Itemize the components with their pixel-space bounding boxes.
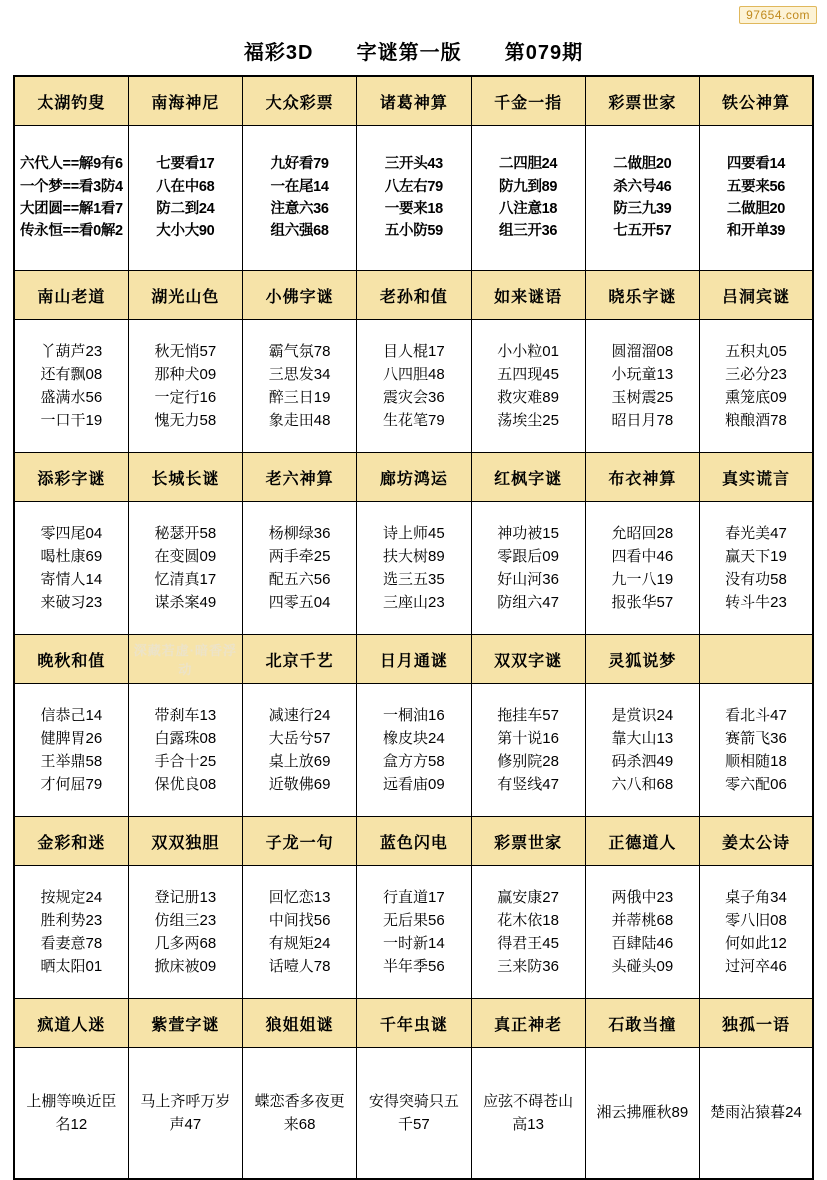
section-header-cell: 子龙一句 (243, 817, 357, 866)
riddle-line: 中间找56 (268, 911, 331, 929)
section-header-cell: 小佛字谜 (243, 271, 357, 320)
riddle-line: 醉三日19 (268, 389, 331, 406)
riddle-line: 寄情人14 (40, 571, 103, 588)
riddle-line: 春光美47 (725, 524, 787, 542)
section-header-cell: 千金一指 (471, 76, 585, 126)
riddle-line: 允昭回28 (611, 524, 674, 542)
riddle-line: 八在中68 (156, 178, 215, 195)
riddle-line: 是赏识24 (611, 706, 674, 724)
riddle-line: 防二到24 (156, 201, 215, 217)
riddle-line: 一定行16 (154, 389, 217, 406)
section-header-cell: 南山老道 (14, 271, 128, 320)
riddle-line: 带刹车13 (154, 706, 217, 724)
riddle-cell (585, 866, 699, 999)
riddle-line: 安得突骑只五千57 (368, 1092, 459, 1133)
riddle-line: 赢天下19 (725, 547, 787, 565)
section-header-row (14, 635, 813, 684)
riddle-line: 三开头43 (384, 156, 443, 173)
riddle-line: 六代人==解9有6 (19, 156, 123, 173)
riddle-cell (700, 502, 814, 635)
section-header-cell: 晓乐字谜 (585, 271, 699, 320)
riddle-line: 八注意18 (499, 201, 558, 217)
riddle-line: 愧无力58 (154, 412, 217, 430)
riddle-cell (357, 126, 471, 271)
section-header-row (14, 999, 813, 1048)
riddle-line: 话噎人78 (268, 958, 331, 976)
riddle-line: 谋杀案49 (154, 594, 217, 612)
riddle-cell (357, 866, 471, 999)
site-watermark: 97654.com (739, 6, 817, 24)
riddle-line: 杀六号46 (613, 178, 672, 195)
riddle-line: 七要看17 (156, 156, 215, 173)
riddle-line: 忆清真17 (154, 571, 217, 588)
riddle-line: 五积丸05 (725, 342, 787, 360)
riddle-line: 蝶恋香多夜更来68 (254, 1092, 345, 1133)
riddle-line: 还有飘08 (40, 365, 103, 383)
riddle-line: 橡皮块24 (383, 729, 445, 747)
riddle-line: 一要来18 (384, 201, 443, 217)
section-header-cell: 如来谜语 (471, 271, 585, 320)
riddle-line: 熏笼底09 (725, 389, 787, 406)
riddle-line: 传永恒==看0解2 (19, 223, 123, 240)
riddle-line: 零四尾04 (40, 524, 103, 542)
section-header-cell: 狼姐姐谜 (243, 999, 357, 1048)
section-header-cell: 晚秋和值 (14, 635, 128, 684)
section-header-cell: 老六神算 (243, 453, 357, 502)
riddle-line: 仿组三23 (154, 911, 217, 929)
riddle-line: 防组六47 (497, 594, 559, 612)
riddle-cell (700, 866, 814, 999)
riddle-line: 三必分23 (725, 365, 787, 383)
section-header-row (14, 76, 813, 126)
riddle-line: 防三九39 (613, 201, 672, 217)
riddle-line: 减速行24 (268, 706, 331, 724)
riddle-line: 保优良08 (154, 776, 217, 794)
riddle-cell (357, 502, 471, 635)
riddle-cell (585, 320, 699, 453)
riddle-cell (357, 320, 471, 453)
section-header-cell: 老孙和值 (357, 271, 471, 320)
riddle-line: 粮酿酒78 (725, 412, 787, 430)
riddle-line: 近敬佛69 (268, 776, 331, 794)
riddle-cell (14, 320, 128, 453)
riddle-line: 按规定24 (40, 888, 103, 906)
riddle-line: 六八和68 (611, 776, 674, 794)
riddle-cell (243, 684, 357, 817)
riddle-table (13, 75, 814, 1180)
riddle-line: 五小防59 (384, 223, 443, 240)
riddle-line: 几多两68 (154, 935, 217, 952)
section-header-cell: 长城长谜 (128, 453, 242, 502)
riddle-line: 没有功58 (725, 571, 787, 588)
riddle-cell (357, 684, 471, 817)
riddle-cell (585, 502, 699, 635)
section-header-cell: 灵狐说梦 (585, 635, 699, 684)
riddle-line: 丫葫芦23 (40, 342, 103, 360)
riddle-line: 注意六36 (270, 201, 329, 217)
section-header-cell: 独孤一语 (700, 999, 814, 1048)
riddle-line: 看妻意78 (40, 935, 103, 952)
riddle-line: 那种犬09 (154, 365, 217, 383)
riddle-line: 修别院28 (497, 753, 559, 770)
riddle-cell (585, 126, 699, 271)
riddle-line: 登记册13 (154, 888, 217, 906)
riddle-cell (243, 1048, 357, 1180)
riddle-line: 两手牵25 (268, 547, 331, 565)
riddle-cell (471, 320, 585, 453)
riddle-cell (128, 320, 242, 453)
section-header-row (14, 271, 813, 320)
riddle-cell (14, 684, 128, 817)
section-header-cell: 双双独胆 (128, 817, 242, 866)
riddle-line: 赛箭飞36 (725, 729, 787, 747)
riddle-line: 荡埃尘25 (497, 412, 559, 430)
riddle-cell (14, 1048, 128, 1180)
riddle-line: 半年季56 (383, 958, 445, 976)
riddle-line: 应弦不碍苍山高13 (483, 1092, 574, 1133)
section-header-cell: 蓝色闪电 (357, 817, 471, 866)
riddle-line: 四要看14 (726, 156, 786, 173)
riddle-line: 并蒂桃68 (611, 911, 674, 929)
section-header-cell: 正德道人 (585, 817, 699, 866)
section-header-cell: 真正神老 (471, 999, 585, 1048)
riddle-cell (128, 684, 242, 817)
section-header-cell: 日月通谜 (357, 635, 471, 684)
riddle-line: 象走田48 (268, 412, 331, 430)
page-title-issue: 第079期 (504, 42, 584, 64)
section-header-cell: 疯道人迷 (14, 999, 128, 1048)
section-header-cell: 北京千艺 (243, 635, 357, 684)
riddle-line: 过河卒46 (725, 958, 787, 976)
riddle-line: 看北斗47 (725, 706, 787, 724)
page-title-edition: 字谜第一版 (356, 42, 462, 64)
riddle-line: 八左右79 (384, 178, 443, 195)
riddle-line: 配五六56 (268, 571, 331, 588)
riddle-line: 一桐油16 (383, 706, 445, 724)
riddle-line: 桌上放69 (268, 753, 331, 770)
riddle-line: 百肆陆46 (611, 935, 674, 952)
riddle-line: 在变圆09 (154, 547, 217, 565)
riddle-line: 神功被15 (497, 524, 559, 542)
riddle-line: 昭日月78 (611, 412, 674, 430)
riddle-line: 霸气氛78 (268, 342, 331, 360)
riddle-row (14, 126, 813, 271)
section-header-cell (128, 635, 242, 684)
riddle-line: 零六配06 (725, 776, 787, 794)
riddle-line: 三来防36 (497, 958, 559, 976)
section-header-cell: 廊坊鸿运 (357, 453, 471, 502)
riddle-line: 掀床被09 (154, 958, 217, 976)
section-header-cell: 红枫字谜 (471, 453, 585, 502)
riddle-line: 秋无悄57 (154, 342, 217, 360)
riddle-line: 晒太阳01 (40, 958, 103, 976)
riddle-line: 喝杜康69 (40, 547, 103, 565)
riddle-line: 头碰头09 (611, 958, 674, 976)
riddle-line: 四看中46 (611, 547, 674, 565)
riddle-line: 行直道17 (383, 888, 445, 906)
riddle-cell (471, 684, 585, 817)
riddle-row (14, 502, 813, 635)
riddle-line: 信恭己14 (40, 706, 103, 724)
riddle-line: 一个梦==看3防4 (19, 178, 123, 195)
section-header-cell: 布衣神算 (585, 453, 699, 502)
riddle-line: 扶大树89 (383, 547, 445, 565)
riddle-line: 大小大90 (156, 223, 215, 240)
riddle-line: 防九到89 (499, 178, 558, 195)
riddle-line: 两俄中23 (611, 888, 674, 906)
riddle-cell (243, 502, 357, 635)
riddle-line: 一在尾14 (270, 178, 329, 195)
riddle-line: 小小粒01 (497, 342, 559, 360)
riddle-line: 二四胆24 (499, 156, 558, 173)
riddle-line: 和开单39 (726, 223, 786, 240)
riddle-line: 上棚等唤近臣名12 (26, 1092, 117, 1133)
riddle-line: 靠大山13 (611, 729, 674, 747)
riddle-line: 震灾会36 (383, 389, 445, 406)
riddle-cell (585, 684, 699, 817)
riddle-line: 三思发34 (268, 365, 331, 383)
section-header-cell: 彩票世家 (471, 817, 585, 866)
riddle-line: 胜利势23 (40, 911, 103, 929)
section-header-row (14, 453, 813, 502)
riddle-line: 远看庙09 (383, 776, 445, 794)
riddle-line: 零跟后09 (497, 547, 559, 565)
riddle-line: 大团圆==解1看7 (19, 201, 123, 217)
riddle-cell (128, 126, 242, 271)
riddle-line: 二做胆20 (726, 201, 786, 217)
riddle-line: 目人棍17 (383, 342, 445, 360)
riddle-line: 五要来56 (726, 178, 786, 195)
riddle-line: 何如此12 (725, 935, 787, 952)
riddle-line: 八四胆48 (383, 365, 445, 383)
riddle-row (14, 866, 813, 999)
riddle-cell (357, 1048, 471, 1180)
riddle-line: 拖挂车57 (497, 706, 559, 724)
riddle-line: 码杀泗49 (611, 753, 674, 770)
section-header-cell: 诸葛神算 (357, 76, 471, 126)
riddle-line: 生花笔79 (383, 412, 445, 430)
riddle-line: 一口干19 (40, 412, 103, 430)
riddle-line: 有竖线47 (497, 776, 559, 794)
riddle-line: 白露珠08 (154, 729, 217, 747)
section-header-cell: 大众彩票 (243, 76, 357, 126)
riddle-line: 杨柳绿36 (268, 524, 331, 542)
riddle-cell (700, 126, 814, 271)
section-header-cell: 真实谎言 (700, 453, 814, 502)
riddle-cell (128, 502, 242, 635)
riddle-line: 零八旧08 (725, 911, 787, 929)
riddle-line: 盒方方58 (383, 753, 445, 770)
riddle-cell (128, 1048, 242, 1180)
riddle-line: 小玩童13 (611, 365, 674, 383)
riddle-line: 圆溜溜08 (611, 342, 674, 360)
page-title (0, 0, 827, 75)
riddle-line: 回忆恋13 (268, 888, 331, 906)
riddle-line: 组三开36 (499, 223, 558, 240)
riddle-line: 三座山23 (383, 594, 445, 612)
riddle-line: 第十说16 (497, 729, 559, 747)
riddle-line: 玉树震25 (611, 389, 674, 406)
riddle-cell (14, 866, 128, 999)
riddle-line: 转斗牛23 (725, 594, 787, 612)
riddle-line: 九一八19 (611, 571, 674, 588)
riddle-line: 诗上师45 (383, 524, 445, 542)
riddle-cell (243, 866, 357, 999)
section-header-cell (700, 635, 814, 684)
riddle-line: 桌子角34 (725, 888, 787, 906)
riddle-cell (585, 1048, 699, 1180)
riddle-line: 王举鼎58 (40, 753, 103, 770)
faded-header-text: 深藏若虚·暗香浮动 (133, 643, 238, 677)
riddle-line: 花木依18 (497, 911, 559, 929)
riddle-row (14, 684, 813, 817)
riddle-line: 一时新14 (383, 935, 445, 952)
riddle-line: 四零五04 (268, 594, 331, 612)
riddle-line: 盛满水56 (40, 389, 103, 406)
riddle-cell (471, 866, 585, 999)
section-header-cell: 石敢当撞 (585, 999, 699, 1048)
riddle-cell (471, 1048, 585, 1180)
section-header-cell: 紫萱字谜 (128, 999, 242, 1048)
section-header-cell: 铁公神算 (700, 76, 814, 126)
section-header-cell: 吕洞宾谜 (700, 271, 814, 320)
riddle-line: 手合十25 (154, 753, 217, 770)
riddle-cell (243, 126, 357, 271)
riddle-cell (243, 320, 357, 453)
riddle-cell (471, 126, 585, 271)
riddle-cell (14, 126, 128, 271)
riddle-line: 赢安康27 (497, 888, 559, 906)
riddle-line: 顺相随18 (725, 753, 787, 770)
riddle-line: 来破习23 (40, 594, 103, 612)
riddle-line: 湘云拂雁秋89 (596, 1104, 689, 1122)
riddle-line: 大岳兮57 (268, 729, 331, 747)
section-header-cell: 南海神尼 (128, 76, 242, 126)
section-header-cell: 湖光山色 (128, 271, 242, 320)
section-header-cell: 千年虫谜 (357, 999, 471, 1048)
riddle-row (14, 1048, 813, 1180)
riddle-line: 有规矩24 (268, 935, 331, 952)
riddle-line: 选三五35 (383, 571, 445, 588)
riddle-row (14, 320, 813, 453)
riddle-line: 九好看79 (270, 156, 329, 173)
section-header-cell: 彩票世家 (585, 76, 699, 126)
riddle-line: 马上齐呼万岁声47 (140, 1092, 231, 1133)
riddle-line: 救灾难89 (497, 389, 559, 406)
section-header-cell: 姜太公诗 (700, 817, 814, 866)
riddle-line: 楚雨沾猿暮24 (710, 1104, 802, 1122)
riddle-line: 才何屈79 (40, 776, 103, 794)
riddle-line: 二做胆20 (613, 156, 672, 173)
section-header-row (14, 817, 813, 866)
riddle-cell (700, 684, 814, 817)
riddle-cell (128, 866, 242, 999)
riddle-line: 好山河36 (497, 571, 559, 588)
section-header-cell: 添彩字谜 (14, 453, 128, 502)
section-header-cell: 金彩和迷 (14, 817, 128, 866)
riddle-cell (14, 502, 128, 635)
riddle-cell (471, 502, 585, 635)
riddle-cell (700, 1048, 814, 1180)
riddle-line: 五四现45 (497, 365, 559, 383)
riddle-line: 健脾胃26 (40, 729, 103, 747)
riddle-line: 得君王45 (497, 935, 559, 952)
page-title-brand: 福彩3D (243, 42, 314, 64)
riddle-cell (700, 320, 814, 453)
riddle-line: 秘瑟开58 (154, 524, 217, 542)
section-header-cell: 太湖钓叟 (14, 76, 128, 126)
section-header-cell: 双双字谜 (471, 635, 585, 684)
riddle-line: 报张华57 (611, 594, 674, 612)
riddle-line: 组六强68 (270, 223, 329, 240)
riddle-line: 七五开57 (613, 223, 672, 240)
riddle-line: 无后果56 (383, 911, 445, 929)
